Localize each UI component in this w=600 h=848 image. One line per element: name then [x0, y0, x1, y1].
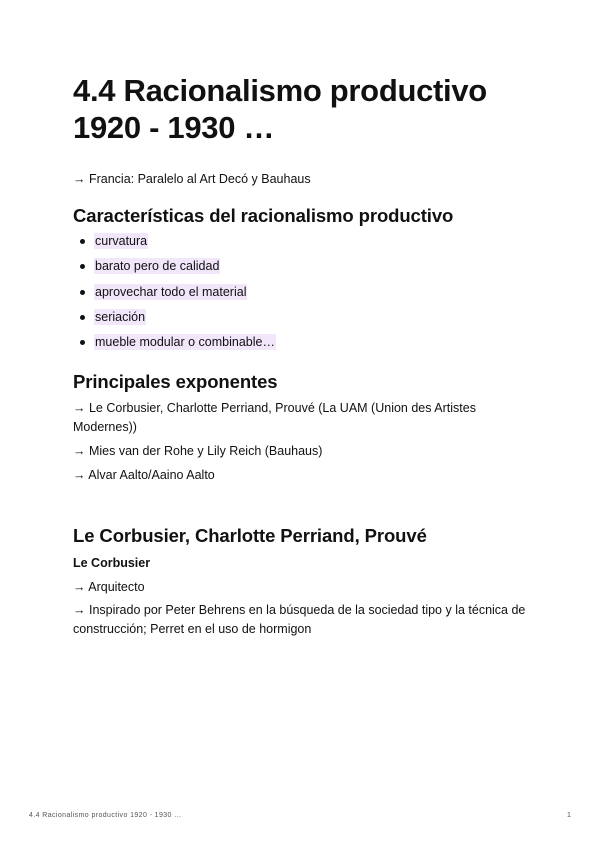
- exponents-line-1: → Le Corbusier, Charlotte Perriand, Prouvé (La UAM (Union des Artistes Modernes)): [73, 401, 476, 434]
- bullet-dot-icon: [80, 315, 85, 320]
- exponents-line-2: → Mies van der Rohe y Lily Reich (Bauhaus): [73, 444, 323, 458]
- footer-document-title: 4.4 Racionalismo productivo 1920 - 1930 …: [29, 812, 182, 819]
- list-item: [73, 257, 276, 282]
- page-title-line-1: 4.4 Racionalismo productivo: [73, 73, 487, 108]
- list-item-text: aprovechar todo el material: [95, 284, 247, 299]
- intro-paragraph: → Francia: Paralelo al Art Decó y Bauhaus: [73, 172, 311, 186]
- section-heading-characteristics: Características del racionalismo productivo: [73, 205, 454, 226]
- footer-page-number: 1: [567, 812, 572, 819]
- le-corbusier-line-2: → Inspirado por Peter Behrens en la búsqueda de la sociedad tipo y la técnica de construcción; Perret en el uso de hormigon: [73, 603, 526, 636]
- le-corbusier-line-1: → Arquitecto: [73, 580, 145, 594]
- bullet-dot-icon: [80, 340, 85, 345]
- list-item: [73, 308, 276, 333]
- list-item: [73, 232, 276, 257]
- bullet-dot-icon: [80, 264, 85, 269]
- section-heading-exponents: Principales exponentes: [73, 371, 278, 392]
- page-title: [73, 72, 543, 146]
- list-item-text: curvatura: [95, 234, 148, 248]
- bullet-dot-icon: [80, 239, 85, 244]
- list-item-text: seriación: [95, 309, 146, 324]
- exponents-line-3: → Alvar Aalto/Aaino Aalto: [73, 468, 215, 482]
- page-title-line-2: 1920 - 1930 …: [73, 110, 275, 145]
- bullet-dot-icon: [80, 290, 85, 295]
- list-item-text: mueble modular o combinable…: [95, 335, 275, 350]
- list-item-text: barato pero de calidad: [95, 259, 220, 274]
- subheading-le-corbusier: Le Corbusier: [73, 556, 151, 570]
- list-item: [73, 333, 276, 358]
- section-heading-le-corbusier: Le Corbusier, Charlotte Perriand, Prouvé: [73, 525, 427, 546]
- list-item: [73, 283, 276, 308]
- characteristics-list: [73, 232, 276, 358]
